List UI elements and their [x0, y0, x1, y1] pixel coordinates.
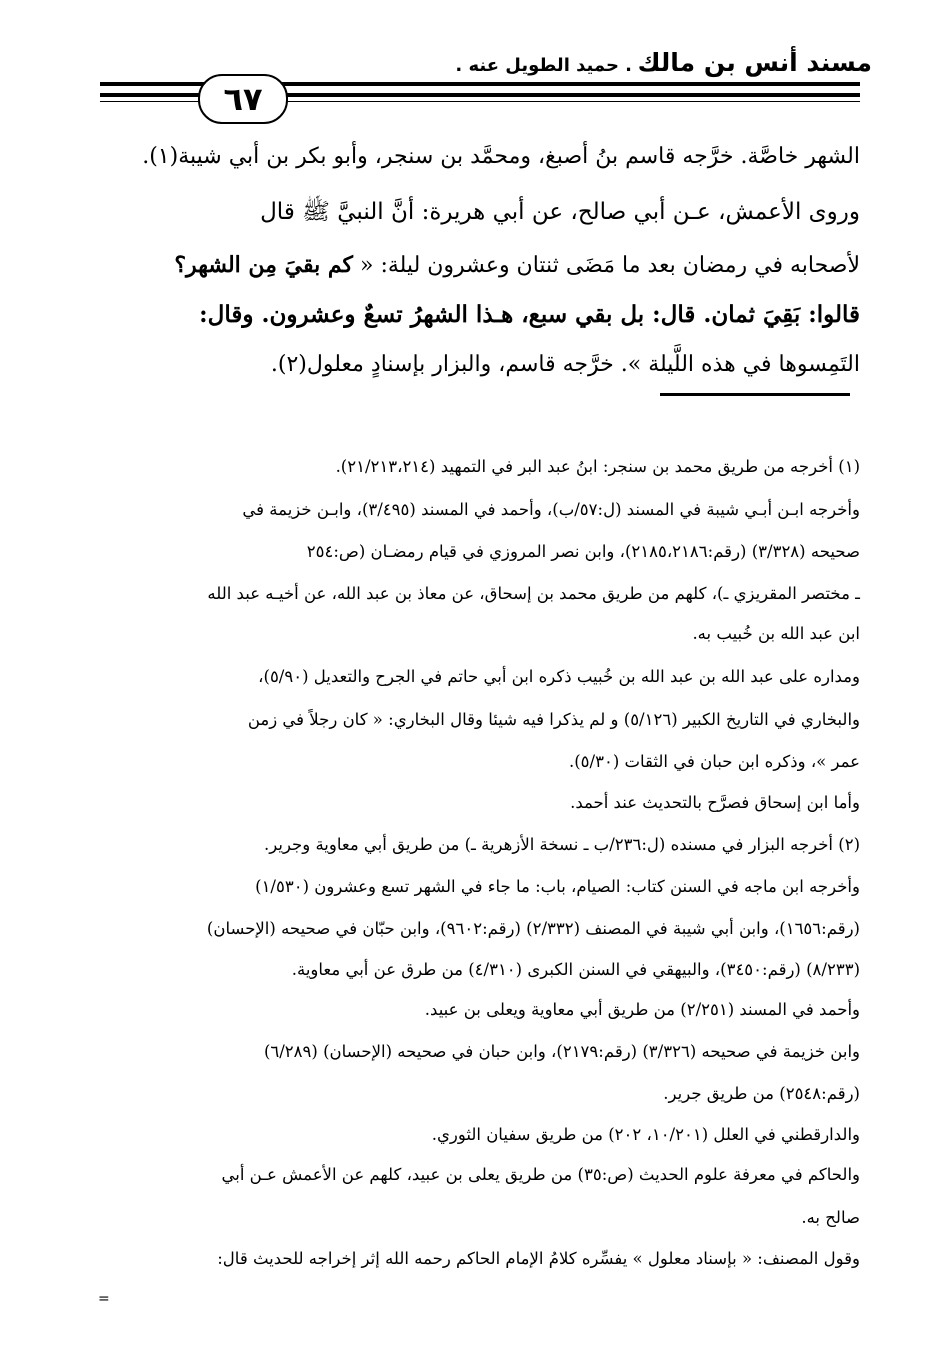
footnote-line: (٢) أخرجه البزار في مسنده (ل:٢٣٦/ب ـ نسخة الأزهرية ـ) من طريق أبي معاوية وجرير. [264, 835, 860, 854]
footnote-line: ـ مختصر المقريزي ـ)، كلهم من طريق محمد بن إسحاق، عن معاذ بن عبد الله، عن أخيـه عبد الله [207, 584, 860, 603]
footnote-line: والحاكم في معرفة علوم الحديث (ص:٣٥) من طريق يعلى بن عبيد، كلهم عن الأعمش عـن أبي [221, 1165, 860, 1184]
footnote-line: وأحمد في المسند (٢/٢٥١) من طريق أبي معاوية ويعلى بن عبيد. [424, 1000, 860, 1019]
footnote-line: وقول المصنف: « بإسناد معلول » يفسِّره كلامُ الإمام الحاكم رحمه الله إثر إخراجه للحديث قال: [217, 1249, 860, 1268]
footnote-line: وابن خزيمة في صحيحه (٣/٣٢٦) (رقم:٢١٧٩)، وابن حبان في صحيحه (الإحسان) (٦/٢٨٩) [263, 1042, 860, 1061]
header-subtitle: . حميد الطويل عنه . [455, 55, 633, 76]
footnote-line: (١) أخرجه من طريق محمد بن سنجر: ابنُ عبد البر في التمهيد (٢١/٢١٣،٢١٤). [335, 457, 860, 476]
main-line: الشهر خاصَّة. خرَّجه قاسم بنُ أصبغ، ومحمَّد بن سنجر، وأبو بكر بن أبي شيبة(١). [142, 144, 860, 169]
footnote-line: عمر »، وذكره ابن حبان في الثقات (٥/٣٠). [568, 752, 860, 771]
footnote-line: (رقم:٢٥٤٨) من طريق جرير. [663, 1084, 860, 1103]
book-title: مسند أنس بن مالك [637, 48, 872, 77]
footnote-line: والبخاري في التاريخ الكبير (٥/١٢٦) و لم يذكرا فيه شيئا وقال البخاري: « كان رجلاً في زمن [247, 710, 860, 729]
footnote-line: وأما ابن إسحاق فصرَّح بالتحديث عند أحمد. [570, 793, 860, 812]
page-number: ٦٧ [198, 74, 288, 124]
main-line: التَمِسوها في هذه اللَّيلة ». خرَّجه قاسم، والبزار بإسنادٍ معلول(٢). [270, 352, 860, 377]
footnote-line: (رقم:١٦٥٦)، وابن أبي شيبة في المصنف (٢/٣٣٢) (رقم:٩٦٠٢)، وابن حبّان في صحيحه (الإحسان) [206, 919, 860, 938]
footnote-line: والدارقطني في العلل (١٠/٢٠١، ٢٠٢) من طريق سفيان الثوري. [431, 1125, 860, 1144]
running-header [455, 50, 872, 75]
footnote-line: (٨/٢٣٣) (رقم:٣٤٥٠)، والبيهقي في السنن الكبرى (٤/٣١٠) من طرق عن أبي معاوية. [291, 960, 860, 979]
continuation-mark: = [98, 1291, 110, 1307]
main-line: وروى الأعمش، عـن أبي صالح، عن أبي هريرة: أنَّ النبيَّ ﷺ قال [260, 199, 860, 225]
footnote-line: وأخرجه ابـن أبـي شيبة في المسند (ل:٥٧/ب)، وأحمد في المسند (٣/٤٩٥)، وابـن خزيمة في [242, 500, 860, 519]
main-line [100, 250, 860, 281]
footnote-separator [660, 393, 850, 396]
hadith-quote-line: قالوا: بَقِيَ ثمان. قال: بل بقي سبع، هـذا الشهرُ تسعٌ وعشرون. وقال: [199, 301, 860, 328]
footnote-line: ابن عبد الله بن خُبيب به. [692, 624, 860, 643]
footnote-line: ومداره على عبد الله بن عبد الله بن خُبيب ذكره ابن أبي حاتم في الجرح والتعديل (٥/٩٠)، [258, 667, 860, 686]
main-line-plain: لأصحابه في رمضان بعد ما مَضَى ثنتان وعشرون ليلة: « [353, 253, 860, 278]
footnote-line: صحيحه (٣/٣٢٨) (رقم:٢١٨٥،٢١٨٦)، وابن نصر المروزي في قيام رمضـان (ص:٢٥٤ [306, 542, 860, 561]
hadith-quote: كم بقيَ مِن الشهر؟ [174, 252, 353, 278]
footnote-line: وأخرجه ابن ماجه في السنن كتاب: الصيام، باب: ما جاء في الشهر تسع وعشرون (١/٥٣٠) [255, 877, 860, 896]
footnote-line: صالح به. [801, 1208, 860, 1227]
